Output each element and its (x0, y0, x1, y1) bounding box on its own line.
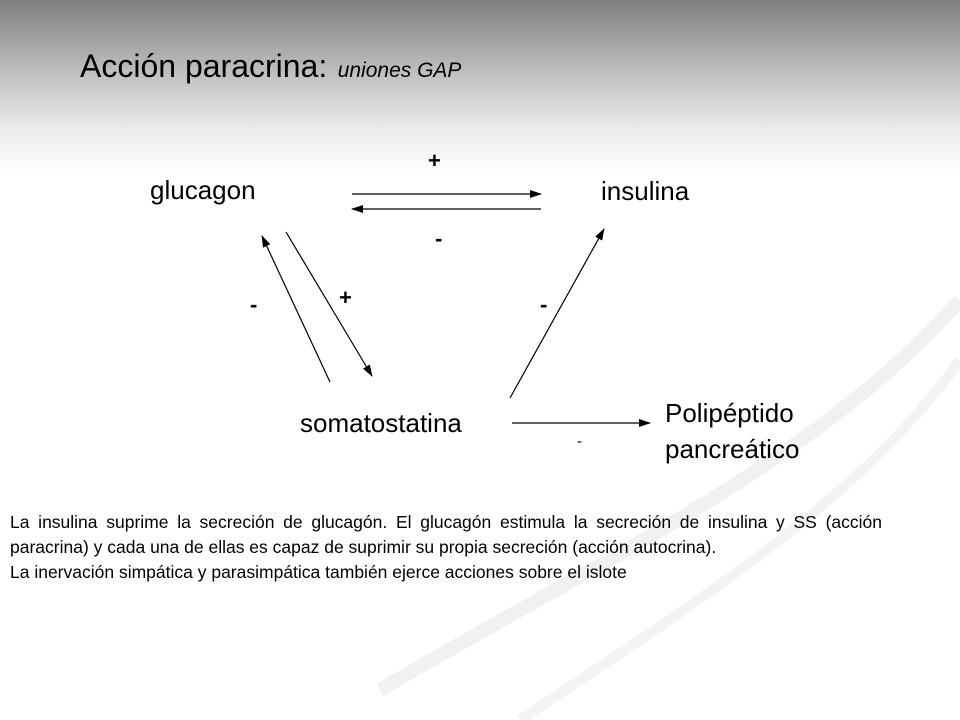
node-polipeptido-line2: pancreático (665, 433, 800, 464)
title-subtitle-text: uniones GAP (337, 59, 462, 82)
explanatory-paragraph-1: La insulina suprime la secreción de glucagón. El glucagón estimula la secreción de insulina y SS (acción paracrina) y cada una de ellas es capaz de suprimir su propia secreción (acción autocrina). (10, 512, 882, 557)
sign-somatostatina-to-polipeptido: - (577, 433, 582, 450)
node-polipeptido-line1: Polipéptido (665, 398, 794, 428)
sign-insulina-to-glucagon: - (435, 226, 443, 251)
node-insulina: insulina (601, 176, 690, 206)
arrow-somatostatina-to-insulina (510, 229, 604, 398)
node-glucagon: glucagon (150, 175, 256, 205)
arrow-somatostatina-to-glucagon (262, 236, 330, 382)
sign-somatostatina-to-glucagon: - (250, 292, 258, 317)
node-polipeptido-pancreatico (665, 399, 799, 465)
sign-somatostatina-to-insulina: - (540, 292, 548, 317)
node-somatostatina: somatostatina (300, 408, 462, 438)
title-main-text: Acción paracrina: (80, 48, 328, 84)
explanatory-paragraph-2: La inervación simpática y parasimpática también ejerce acciones sobre el islote (10, 562, 627, 582)
arrow-glucagon-to-somatostatina (286, 232, 372, 376)
sign-glucagon-to-insulina: + (428, 148, 441, 173)
sign-glucagon-to-somatostatina: + (339, 285, 352, 310)
explanatory-text (10, 510, 882, 585)
